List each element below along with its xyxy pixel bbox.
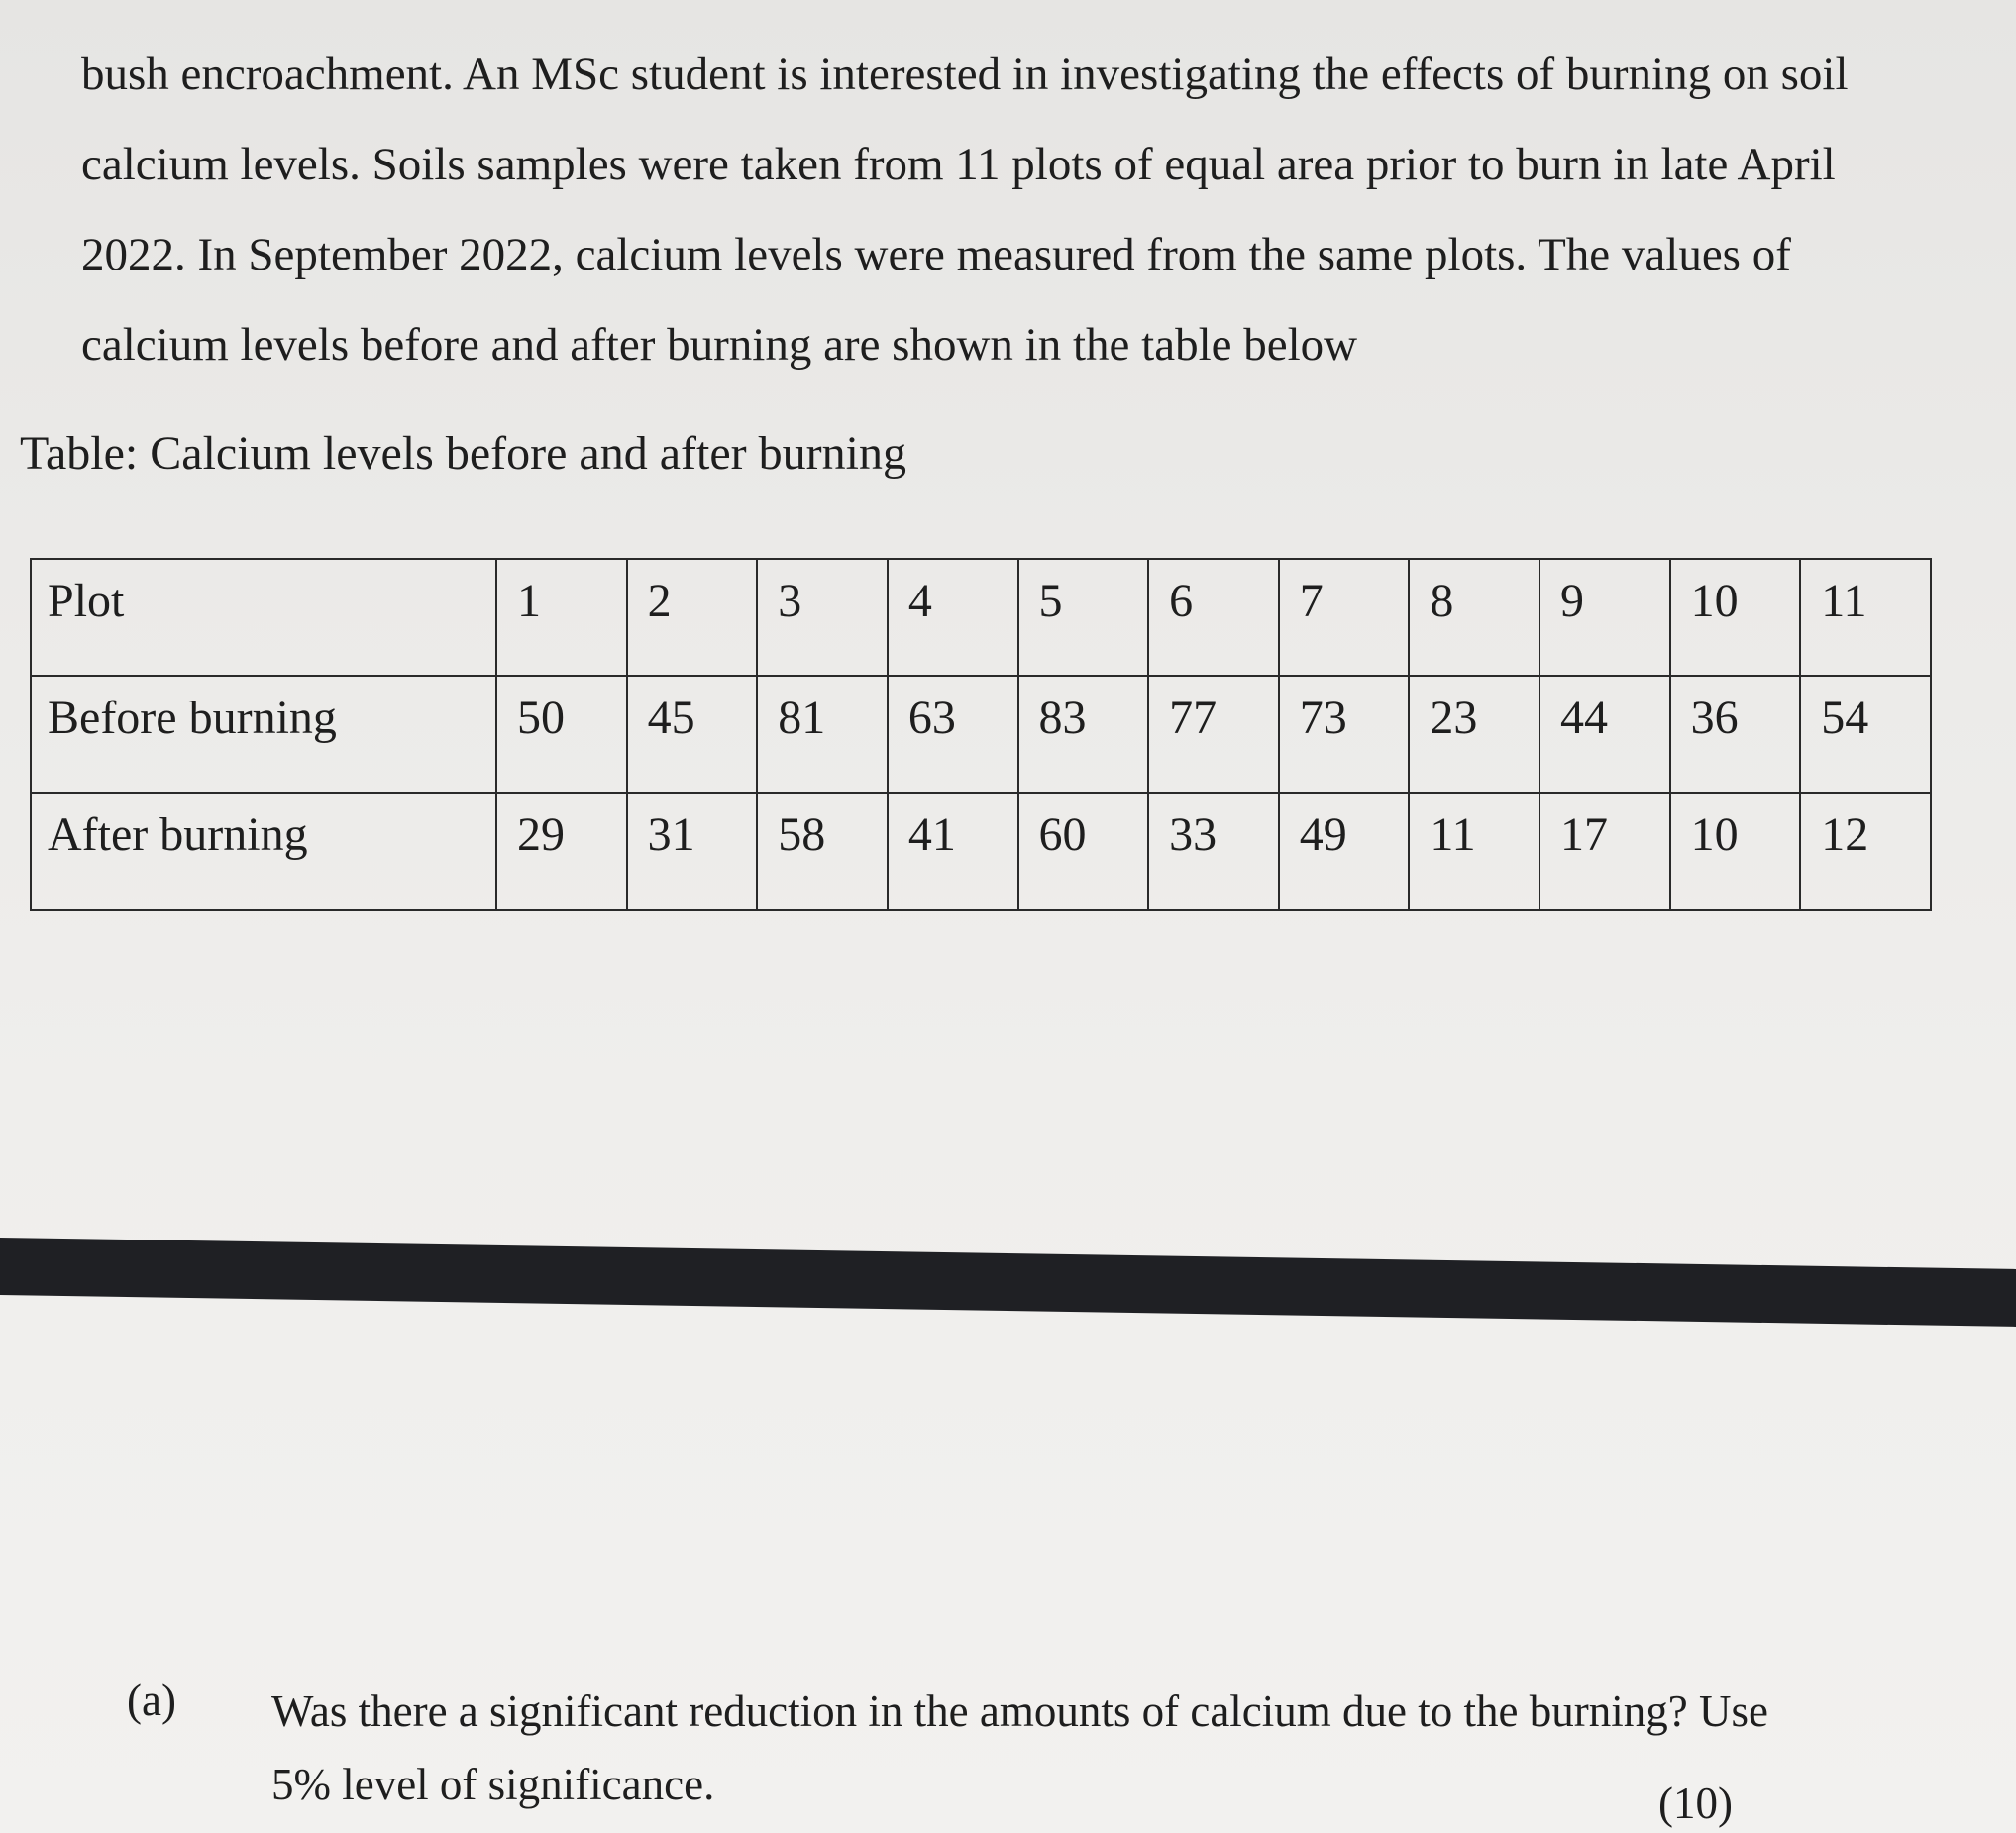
table-cell: 44 <box>1539 676 1670 793</box>
table-cell: 73 <box>1279 676 1410 793</box>
table-cell: 50 <box>496 676 627 793</box>
table-cell: 11 <box>1409 793 1539 910</box>
table-cell: 45 <box>627 676 758 793</box>
table-header-row <box>31 559 1931 676</box>
row-header-before: Before burning <box>31 676 496 793</box>
table-cell: 49 <box>1279 793 1410 910</box>
plot-number-cell: 2 <box>627 559 758 676</box>
table-cell: 23 <box>1409 676 1539 793</box>
intro-line: calcium levels before and after burning are shown in the table below <box>81 319 1358 371</box>
question-label: (a) <box>127 1675 176 1725</box>
row-header-after: After burning <box>31 793 496 910</box>
table-cell: 77 <box>1148 676 1279 793</box>
table-cell: 36 <box>1670 676 1801 793</box>
table-cell: 54 <box>1800 676 1931 793</box>
table-cell: 58 <box>757 793 888 910</box>
intro-line: calcium levels. Soils samples were taken from 11 plots of equal area prior to burn in late April <box>81 139 1836 190</box>
plot-number-cell: 1 <box>496 559 627 676</box>
intro-line: 2022. In September 2022, calcium levels were measured from the same plots. The values of <box>81 229 1791 280</box>
plot-number-cell: 8 <box>1409 559 1539 676</box>
table-cell: 81 <box>757 676 888 793</box>
table-row-after <box>31 793 1931 910</box>
plot-number-cell: 10 <box>1670 559 1801 676</box>
table-cell: 12 <box>1800 793 1931 910</box>
plot-number-cell: 4 <box>888 559 1018 676</box>
question-line: 5% level of significance. <box>271 1760 715 1809</box>
table-cell: 10 <box>1670 793 1801 910</box>
table-cell: 17 <box>1539 793 1670 910</box>
intro-line: bush encroachment. An MSc student is interested in investigating the effects of burning on soil <box>81 49 1849 100</box>
table-caption: Table: Calcium levels before and after burning <box>20 427 906 480</box>
page-divider-bar <box>0 1238 2016 1327</box>
plot-number-cell: 11 <box>1800 559 1931 676</box>
plot-number-cell: 6 <box>1148 559 1279 676</box>
calcium-table <box>30 558 1932 911</box>
table-cell: 63 <box>888 676 1018 793</box>
table-cell: 83 <box>1018 676 1149 793</box>
plot-number-cell: 9 <box>1539 559 1670 676</box>
table-cell: 33 <box>1148 793 1279 910</box>
row-header-plot: Plot <box>31 559 496 676</box>
intro-paragraph <box>81 30 1963 390</box>
table-row-before <box>31 676 1931 793</box>
table-cell: 31 <box>627 793 758 910</box>
plot-number-cell: 3 <box>757 559 888 676</box>
question-marks: (10) <box>1658 1779 1733 1828</box>
question-line: Was there a significant reduction in the amounts of calcium due to the burning? Use <box>271 1686 1768 1736</box>
table-cell: 29 <box>496 793 627 910</box>
table-cell: 60 <box>1018 793 1149 910</box>
plot-number-cell: 5 <box>1018 559 1149 676</box>
plot-number-cell: 7 <box>1279 559 1410 676</box>
table-cell: 41 <box>888 793 1018 910</box>
